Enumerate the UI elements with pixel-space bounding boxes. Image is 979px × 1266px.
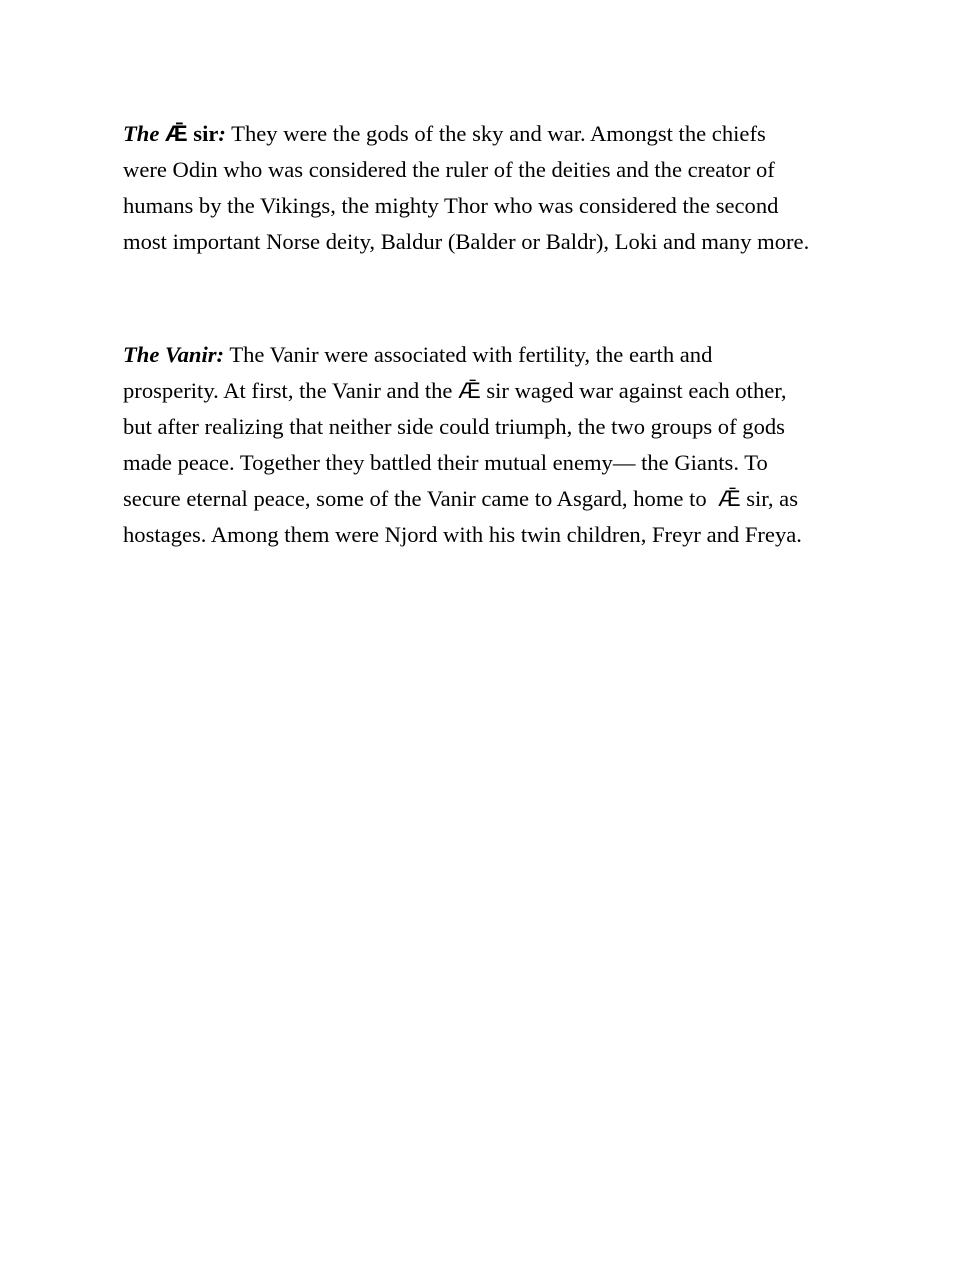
vanir-line-3: but after realizing that neither side could triumph, the two groups of gods <box>123 414 785 439</box>
vanir-line-5 <box>123 481 863 517</box>
vanir-heading: The Vanir: <box>123 342 225 367</box>
aesir-line-4: most important Norse deity, Baldur (Balder or Baldr), Loki and many more. <box>123 229 810 254</box>
aesir-heading-name: sir <box>187 121 219 146</box>
vanir-line-1 <box>123 337 863 373</box>
vanir-text-5b: sir, as <box>740 486 799 511</box>
aesir-line-2: were Odin who was considered the ruler of the deities and the creator of <box>123 157 775 182</box>
vanir-ae-glyph-1: Ǣ <box>458 378 481 403</box>
aesir-line-3: humans by the Vikings, the mighty Thor who was considered the second <box>123 193 779 218</box>
aesir-heading-prefix: The <box>123 121 166 146</box>
vanir-text-2b: sir waged war against each other, <box>480 378 787 403</box>
vanir-line-2 <box>123 373 863 409</box>
aesir-heading-ae-glyph: Ǣ <box>165 121 188 146</box>
aesir-line-1 <box>123 116 863 152</box>
aesir-paragraph <box>123 116 863 260</box>
aesir-text-1: They were the gods of the sky and war. Amongst the chiefs <box>225 121 766 146</box>
vanir-text-1: The Vanir were associated with fertility, the earth and <box>224 342 713 367</box>
vanir-ae-glyph-2: Ǣ <box>717 486 741 511</box>
vanir-paragraph <box>123 337 863 553</box>
aesir-heading-colon: : <box>218 121 226 146</box>
vanir-text-2a: prosperity. At first, the Vanir and the <box>123 378 459 403</box>
vanir-line-4: made peace. Together they battled their mutual enemy— the Giants. To <box>123 450 768 475</box>
vanir-text-5a: secure eternal peace, some of the Vanir came to Asgard, home to <box>123 486 718 511</box>
vanir-line-6: hostages. Among them were Njord with his twin children, Freyr and Freya. <box>123 522 802 547</box>
aesir-heading <box>123 121 226 146</box>
